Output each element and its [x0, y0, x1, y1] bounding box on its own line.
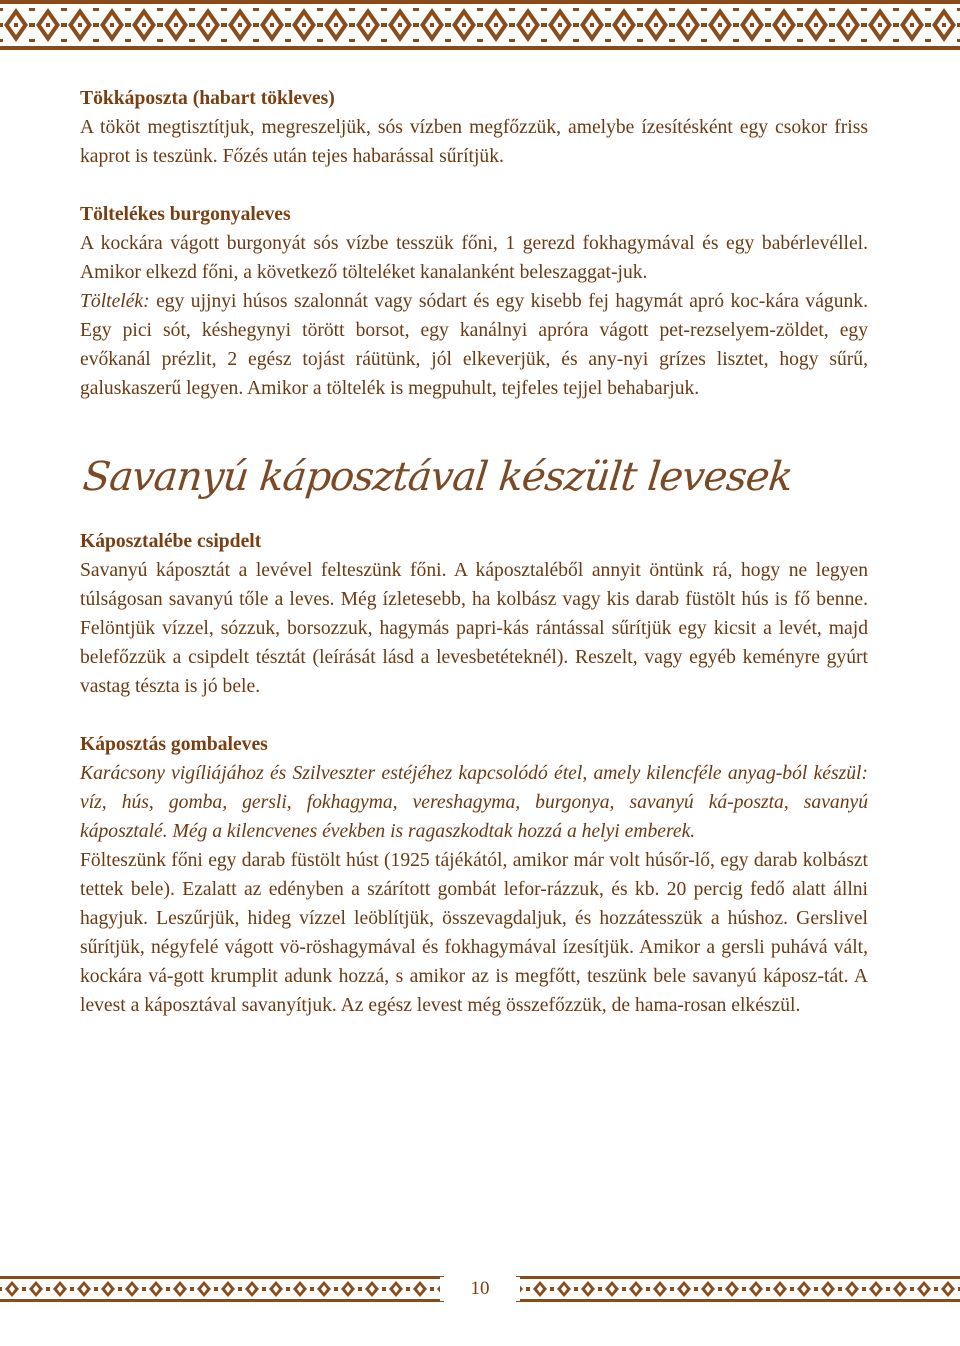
- recipe-paragraph: [80, 113, 868, 171]
- top-ornament-border: [0, 0, 960, 50]
- recipe-title: Töltelékes burgonyaleves: [80, 204, 291, 225]
- recipe-paragraph: [80, 229, 868, 287]
- recipe-paragraph: [80, 556, 868, 701]
- recipe-paragraph: [80, 846, 868, 1020]
- page-content: [80, 84, 868, 1049]
- chapter-heading: Savanyú káposztával készült levesek: [80, 454, 795, 500]
- recipe-title: Káposztalébe csipdelt: [80, 531, 262, 552]
- recipe-intro-italic: [80, 759, 868, 846]
- recipe-kaposztas-gombaleves: [80, 730, 868, 1020]
- page-number: 10: [440, 1277, 520, 1301]
- paragraph-text-italic: Karácsony vigíliájához és Szilveszter estéjéhez kapcsolódó étel, amely kilencféle anyag-ból készül: víz, hús, gomba, gersli, fokhagyma, vereshagyma, burgonya, savanyú ká-poszta, savanyú káposztalé. Még a kilencvenes években is ragaszkodtak hozzá a helyi emberek.: [80, 763, 868, 842]
- recipe-title: Káposztás gombaleves: [80, 734, 268, 755]
- paragraph-text: A kockára vágott burgonyát sós vízbe tesszük főni, 1 gerezd fokhagymával és egy babérlevéllel. Amikor elkezd főni, a következő tölteléket kanalanként beleszaggat-juk.: [80, 233, 868, 283]
- paragraph-text: Savanyú káposztát a levével felteszünk főni. A káposztaléből annyit öntünk rá, hogy ne legyen túlságosan savanyú tőle a leves. Még ízletesebb, ha kolbász vagy kis darab füstölt hús is fő benne. Felöntjük vízzel, sózzuk, borsozzuk, hagymás papri-kás rántással sűrítjük egy kicsit a levét, majd belefőzzük a csipdelt tésztát (leírását lásd a levesbetéteknél). Reszelt, vagy egyéb keményre gyúrt vastag tészta is jó bele.: [80, 560, 868, 697]
- recipe-paragraph: [80, 287, 868, 403]
- paragraph-text-italic: Töltelék:: [80, 291, 150, 312]
- paragraph-text: A tököt megtisztítjuk, megreszeljük, sós vízben megfőzzük, amelybe ízesítésként egy csokor friss kaprot is teszünk. Főzés után tejes habarással sűrítjük.: [80, 117, 868, 167]
- recipe-toltelekes-burgonyaleves: [80, 200, 868, 403]
- recipe-tokkaposzta: [80, 84, 868, 171]
- recipe-title: Tökkáposzta (habart tökleves): [80, 88, 335, 109]
- paragraph-text: egy ujjnyi húsos szalonnát vagy sódart és egy kisebb fej hagymát apró koc-kára vágunk. Egy pici sót, késhegynyi törött borsot, egy kanálnyi apróra vágott pet-rezselyem-zöldet, egy evőkanál prézlit, 2 egész tojást ráütünk, jól elkeverjük, és any-nyi grízes lisztet, hogy sűrű, galuskaszerű legyen. Amikor a töltelék is megpuhult, tejfeles tejjel behabarjuk.: [80, 291, 868, 399]
- paragraph-text: Fölteszünk főni egy darab füstölt húst (1925 tájékától, amikor már volt húsőr-lő, egy darab kolbászt tettek bele). Ezalatt az edényben a szárított gombát lefor-rázzuk, és kb. 20 percig fedő alatt állni hagyjuk. Leszűrjük, hideg vízzel leöblítjük, összevagdaljuk, és hozzátesszük a húshoz. Gerslivel sűrítjük, négyfelé vágott vö-röshagymával és fokhagymával ízesítjük. Amikor a gersli puhává vált, kockára vá-gott krumplit adunk hozzá, s amikor az is megfőtt, teszünk bele savanyú káposz-tát. A levest a káposztával savanyítjuk. Az egész levest még összefőzzük, de hama-rosan elkészül.: [80, 850, 868, 1016]
- recipe-kaposztalebe-csipdelt: [80, 527, 868, 701]
